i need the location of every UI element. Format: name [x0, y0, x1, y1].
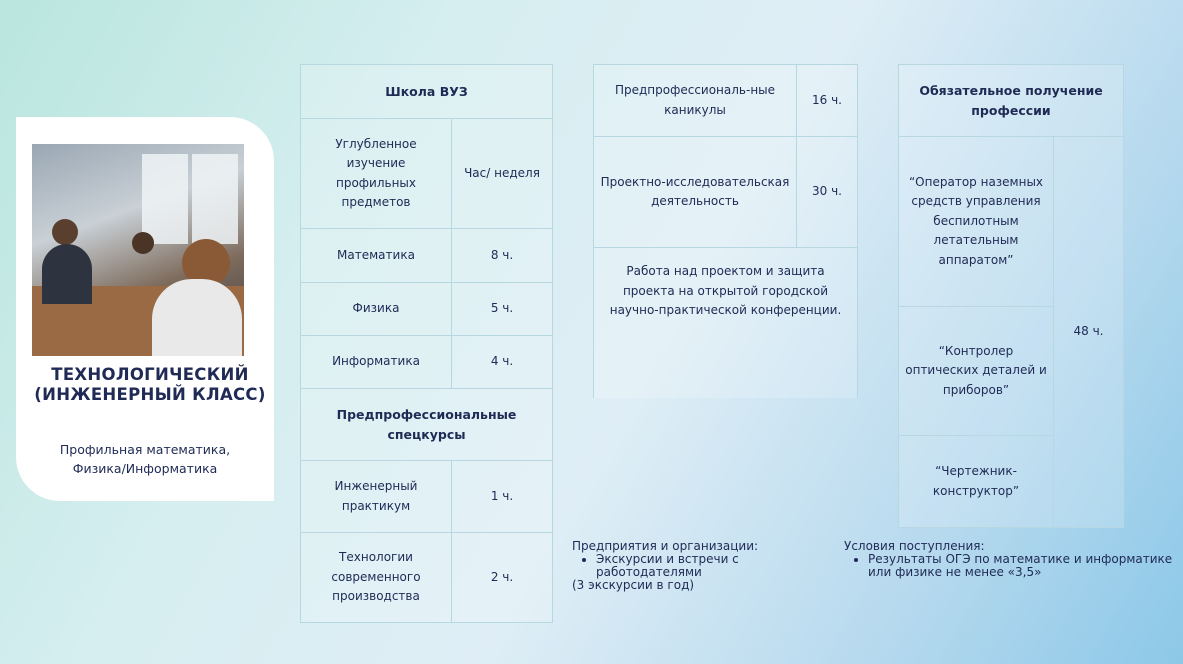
subject-hours: 8 ч. — [452, 229, 553, 283]
subject-name: Математика — [301, 229, 452, 283]
admission-note — [844, 540, 1180, 579]
student-head-shape — [132, 232, 154, 254]
subject-name: Физика — [301, 283, 452, 336]
profession-table — [898, 64, 1124, 528]
activity-hours: 16 ч. — [797, 65, 858, 137]
window-shape — [192, 154, 238, 244]
project-description: Работа над проектом и защита проекта на открытой городской научно-практической конференции. — [594, 248, 858, 398]
course-hours: 1 ч. — [452, 461, 553, 533]
profession-item: “Оператор наземных средств управления беспилотным летательным аппаратом” — [899, 137, 1054, 307]
note-extra: (3 экскурсии в год) — [572, 578, 695, 592]
school-university-table — [300, 64, 553, 623]
note-title: Условия поступления: — [844, 539, 985, 553]
subject-hours: 5 ч. — [452, 283, 553, 336]
course-name: Инженерный практикум — [301, 461, 452, 533]
subtitle-line: Физика/Информатика — [72, 461, 218, 476]
course-hours: 2 ч. — [452, 533, 553, 623]
subject-name: Информатика — [301, 336, 452, 389]
preprofessional-table — [593, 64, 858, 398]
activity-name: Проектно-исследовательская деятельность — [594, 137, 797, 248]
activity-hours: 30 ч. — [797, 137, 858, 248]
note-title: Предприятия и организации: — [572, 539, 759, 553]
student-body-shape — [152, 279, 242, 356]
table-header: Обязательное получение профессии — [899, 65, 1124, 137]
student-body-shape — [42, 244, 92, 304]
enterprises-note — [572, 540, 812, 592]
profession-hours: 48 ч. — [1054, 137, 1124, 528]
classroom-photo — [32, 144, 244, 356]
hours-column-header: Час/ неделя — [452, 119, 553, 229]
class-subtitle — [16, 440, 274, 478]
class-card — [16, 117, 274, 501]
table-header: Школа ВУЗ — [301, 65, 553, 119]
subject-column-header: Углубленное изучение профильных предметов — [301, 119, 452, 229]
note-item: • Экскурсии и встречи с работодателями — [596, 553, 812, 579]
profession-item: “Контролер оптических деталей и приборов” — [899, 307, 1054, 436]
class-title: ТЕХНОЛОГИЧЕСКИЙ (ИНЖЕНЕРНЫЙ КЛАСС) — [34, 365, 266, 404]
student-head-shape — [52, 219, 78, 245]
activity-name: Предпрофессиональ-ные каникулы — [594, 65, 797, 137]
note-item: • Результаты ОГЭ по математике и информатике или физике не менее «3,5» — [868, 553, 1180, 579]
window-shape — [142, 154, 188, 244]
subject-hours: 4 ч. — [452, 336, 553, 389]
section-header: Предпрофессиональные спецкурсы — [301, 389, 553, 461]
subtitle-line: Профильная математика, — [59, 442, 231, 457]
profession-item: “Чертежник-конструктор” — [899, 436, 1054, 528]
course-name: Технологии современного производства — [301, 533, 452, 623]
